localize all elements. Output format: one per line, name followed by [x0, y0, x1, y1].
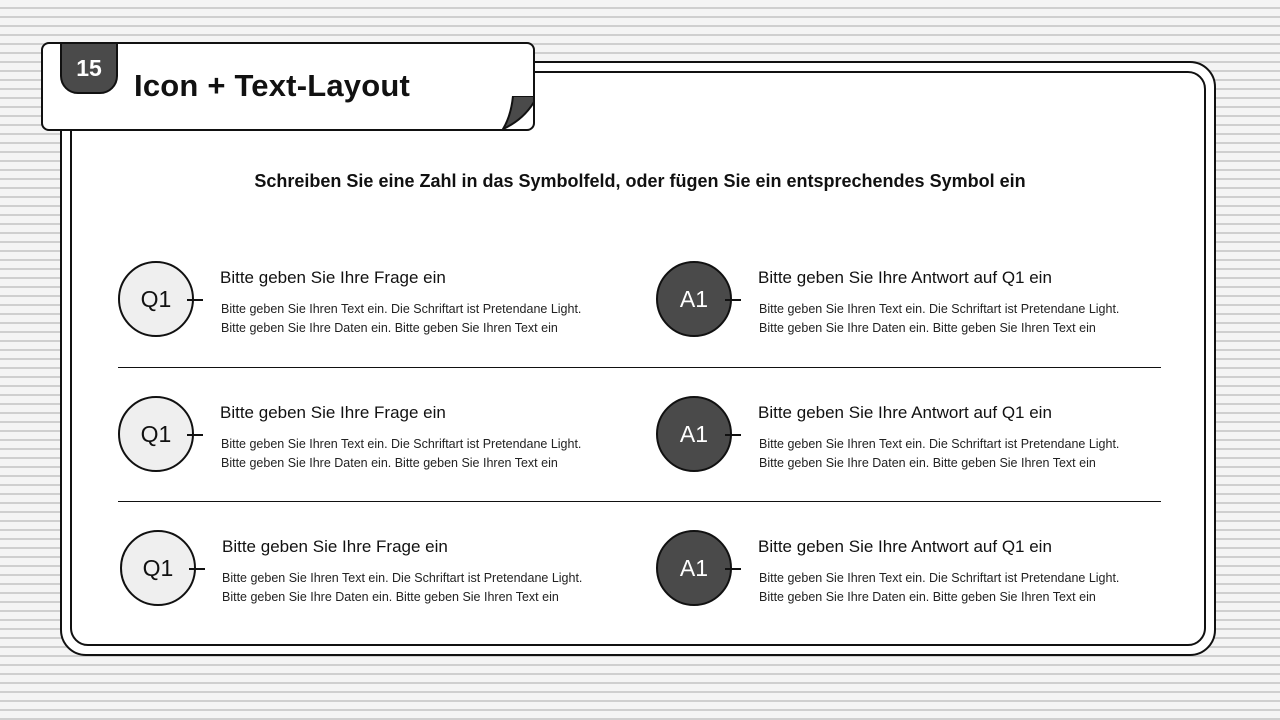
question-body — [222, 569, 582, 607]
answer-body — [759, 435, 1119, 473]
question-title: Bitte geben Sie Ihre Frage ein — [220, 268, 446, 287]
answer-body-line: Bitte geben Sie Ihren Text ein. Die Schriftart ist Pretendane Light. — [759, 571, 1120, 585]
answer-icon-label: A1 — [679, 420, 709, 447]
question-connector — [187, 299, 203, 301]
question-title: Bitte geben Sie Ihre Frage ein — [220, 403, 446, 422]
answer-icon — [656, 261, 732, 337]
question-body-line: Bitte geben Sie Ihre Daten ein. Bitte geben Sie Ihren Text ein — [221, 456, 558, 470]
qa-row — [0, 261, 1280, 351]
answer-body-line: Bitte geben Sie Ihre Daten ein. Bitte geben Sie Ihren Text ein — [759, 590, 1096, 604]
answer-icon — [656, 396, 732, 472]
question-connector — [187, 434, 203, 436]
question-body — [221, 300, 581, 338]
answer-connector — [725, 299, 741, 301]
subtitle: Schreiben Sie eine Zahl in das Symbolfeld, oder fügen Sie ein entsprechendes Symbol ein — [254, 171, 1026, 191]
answer-connector — [725, 568, 741, 570]
question-icon — [120, 530, 196, 606]
question-body-line: Bitte geben Sie Ihren Text ein. Die Schriftart ist Pretendane Light. — [221, 437, 582, 451]
answer-title: Bitte geben Sie Ihre Antwort auf Q1 ein — [758, 268, 1052, 287]
answer-body-line: Bitte geben Sie Ihre Daten ein. Bitte geben Sie Ihren Text ein — [759, 321, 1096, 335]
answer-body-line: Bitte geben Sie Ihre Daten ein. Bitte geben Sie Ihren Text ein — [759, 456, 1096, 470]
qa-row — [0, 396, 1280, 486]
row-divider — [118, 501, 1161, 502]
answer-body — [759, 300, 1119, 338]
question-body-line: Bitte geben Sie Ihre Daten ein. Bitte geben Sie Ihren Text ein — [221, 321, 558, 335]
question-icon — [118, 396, 194, 472]
answer-body-line: Bitte geben Sie Ihren Text ein. Die Schriftart ist Pretendane Light. — [759, 302, 1120, 316]
question-body-line: Bitte geben Sie Ihren Text ein. Die Schriftart ist Pretendane Light. — [221, 302, 582, 316]
answer-title: Bitte geben Sie Ihre Antwort auf Q1 ein — [758, 537, 1052, 556]
page-curl-icon — [501, 96, 534, 129]
page-title: Icon + Text-Layout — [134, 68, 411, 103]
question-icon-label: Q1 — [142, 554, 174, 581]
question-body-line: Bitte geben Sie Ihren Text ein. Die Schriftart ist Pretendane Light. — [222, 571, 583, 585]
answer-body — [759, 569, 1119, 607]
question-icon-label: Q1 — [140, 420, 172, 447]
question-body — [221, 435, 581, 473]
slide-number-badge: 15 — [60, 42, 118, 94]
row-divider — [118, 367, 1161, 368]
question-icon-label: Q1 — [140, 285, 172, 312]
question-connector — [189, 568, 205, 570]
title-tab — [41, 42, 535, 131]
answer-body-line: Bitte geben Sie Ihren Text ein. Die Schriftart ist Pretendane Light. — [759, 437, 1120, 451]
question-title: Bitte geben Sie Ihre Frage ein — [222, 537, 448, 556]
qa-row — [0, 530, 1280, 620]
answer-icon-label: A1 — [679, 554, 709, 581]
answer-icon-label: A1 — [679, 285, 709, 312]
answer-connector — [725, 434, 741, 436]
question-icon — [118, 261, 194, 337]
answer-icon — [656, 530, 732, 606]
answer-title: Bitte geben Sie Ihre Antwort auf Q1 ein — [758, 403, 1052, 422]
question-body-line: Bitte geben Sie Ihre Daten ein. Bitte geben Sie Ihren Text ein — [222, 590, 559, 604]
